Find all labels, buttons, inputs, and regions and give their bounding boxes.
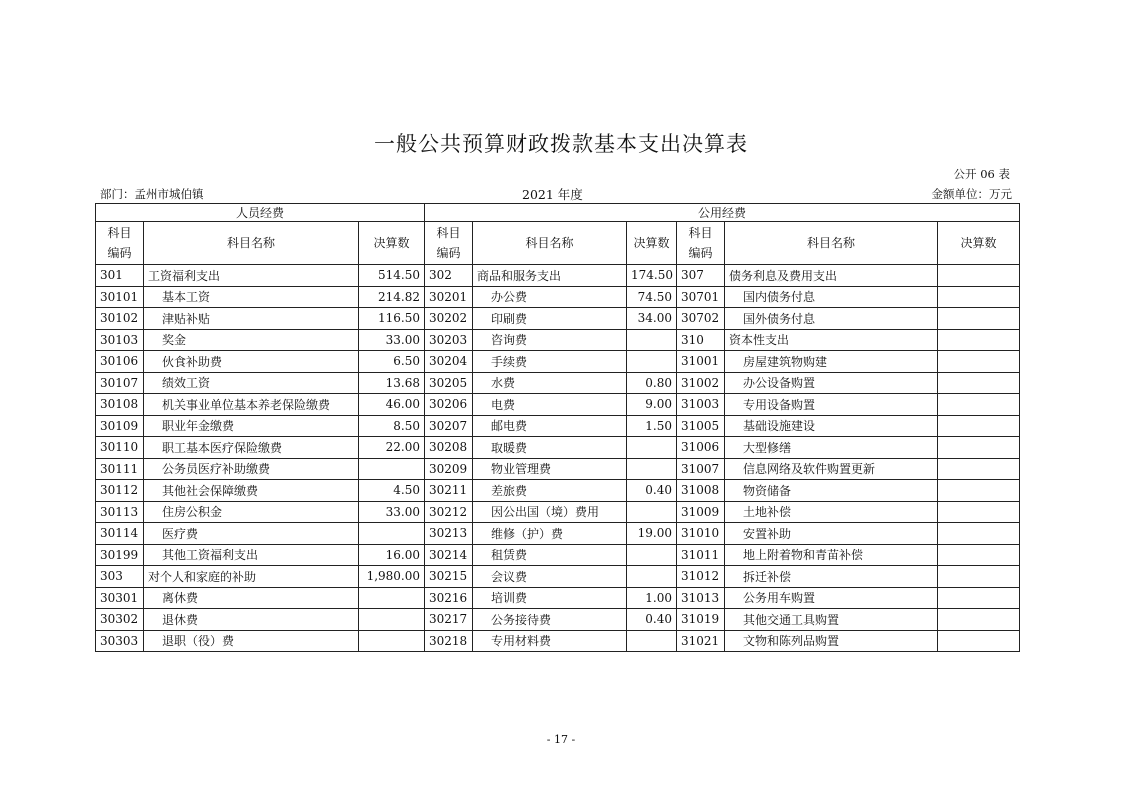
subject-code: 30112 — [96, 480, 144, 502]
page-title: 一般公共预算财政拨款基本支出决算表 — [374, 132, 748, 156]
amount: 174.50 — [627, 265, 677, 287]
header-amount: 决算数 — [627, 222, 677, 265]
subject-name: 公务用车购置 — [725, 587, 938, 609]
subject-name: 国内债务付息 — [725, 286, 938, 308]
amount — [938, 523, 1020, 545]
amount: 16.00 — [359, 544, 425, 566]
amount — [359, 609, 425, 631]
subject-name: 培训费 — [473, 587, 627, 609]
subject-code: 30208 — [425, 437, 473, 459]
amount — [359, 458, 425, 480]
amount — [938, 351, 1020, 373]
subject-name: 职业年金缴费 — [144, 415, 359, 437]
subject-name: 取暖费 — [473, 437, 627, 459]
subject-name: 咨询费 — [473, 329, 627, 351]
amount — [627, 437, 677, 459]
subject-name: 资本性支出 — [725, 329, 938, 351]
subject-code: 30204 — [425, 351, 473, 373]
subject-name: 其他交通工具购置 — [725, 609, 938, 631]
subject-name: 专用设备购置 — [725, 394, 938, 416]
amount: 0.80 — [627, 372, 677, 394]
subject-name: 租赁费 — [473, 544, 627, 566]
table-row — [96, 566, 1020, 588]
subject-code: 307 — [677, 265, 725, 287]
subject-name: 拆迁补偿 — [725, 566, 938, 588]
subject-code: 30302 — [96, 609, 144, 631]
subject-name: 退休费 — [144, 609, 359, 631]
budget-table — [95, 203, 1020, 652]
subject-code: 30110 — [96, 437, 144, 459]
table-id: 公开 06 表 — [953, 167, 1010, 181]
subject-name: 商品和服务支出 — [473, 265, 627, 287]
subject-code: 30114 — [96, 523, 144, 545]
fiscal-year: 2021 年度 — [522, 187, 583, 202]
subject-name: 工资福利支出 — [144, 265, 359, 287]
header-amount: 决算数 — [359, 222, 425, 265]
subject-code: 30109 — [96, 415, 144, 437]
table-row — [96, 501, 1020, 523]
subject-code: 30199 — [96, 544, 144, 566]
subject-name: 公务接待费 — [473, 609, 627, 631]
subject-name: 国外债务付息 — [725, 308, 938, 330]
amount: 74.50 — [627, 286, 677, 308]
amount: 6.50 — [359, 351, 425, 373]
subject-code: 30215 — [425, 566, 473, 588]
table-row — [96, 480, 1020, 502]
subject-name: 会议费 — [473, 566, 627, 588]
subject-code: 30301 — [96, 587, 144, 609]
subject-code: 30202 — [425, 308, 473, 330]
subject-name: 电费 — [473, 394, 627, 416]
subject-name: 物业管理费 — [473, 458, 627, 480]
subject-name: 专用材料费 — [473, 630, 627, 652]
subject-name: 印刷费 — [473, 308, 627, 330]
amount: 9.00 — [627, 394, 677, 416]
amount: 0.40 — [627, 609, 677, 631]
subject-code: 31012 — [677, 566, 725, 588]
amount — [938, 372, 1020, 394]
subject-code: 30201 — [425, 286, 473, 308]
subject-name: 办公费 — [473, 286, 627, 308]
table-row — [96, 587, 1020, 609]
header-name: 科目名称 — [725, 222, 938, 265]
subject-code: 30101 — [96, 286, 144, 308]
subject-name: 信息网络及软件购置更新 — [725, 458, 938, 480]
subject-name: 办公设备购置 — [725, 372, 938, 394]
subject-name: 手续费 — [473, 351, 627, 373]
table-row — [96, 394, 1020, 416]
amount — [938, 480, 1020, 502]
subject-name: 土地补偿 — [725, 501, 938, 523]
table-row — [96, 308, 1020, 330]
amount: 514.50 — [359, 265, 425, 287]
header-name: 科目名称 — [144, 222, 359, 265]
amount — [359, 630, 425, 652]
amount — [938, 415, 1020, 437]
subject-code: 30203 — [425, 329, 473, 351]
subject-code: 31009 — [677, 501, 725, 523]
subject-name: 公务员医疗补助缴费 — [144, 458, 359, 480]
group-public: 公用经费 — [425, 204, 1020, 222]
subject-name: 因公出国（境）费用 — [473, 501, 627, 523]
amount — [938, 458, 1020, 480]
subject-code: 30106 — [96, 351, 144, 373]
group-header-row — [96, 204, 1020, 222]
subject-name: 绩效工资 — [144, 372, 359, 394]
table-row — [96, 458, 1020, 480]
amount: 0.40 — [627, 480, 677, 502]
subject-code: 30216 — [425, 587, 473, 609]
amount — [627, 351, 677, 373]
subject-code: 31013 — [677, 587, 725, 609]
amount — [938, 609, 1020, 631]
group-personnel: 人员经费 — [96, 204, 425, 222]
amount — [938, 286, 1020, 308]
subject-code: 30209 — [425, 458, 473, 480]
subject-name: 房屋建筑物购建 — [725, 351, 938, 373]
subject-name: 奖金 — [144, 329, 359, 351]
subject-code: 30218 — [425, 630, 473, 652]
subject-code: 30111 — [96, 458, 144, 480]
subject-code: 31002 — [677, 372, 725, 394]
amount: 22.00 — [359, 437, 425, 459]
header-code: 科目 编码 — [425, 222, 473, 265]
amount — [359, 587, 425, 609]
amount — [938, 437, 1020, 459]
amount: 1.00 — [627, 587, 677, 609]
subject-name: 物资储备 — [725, 480, 938, 502]
subject-name: 安置补助 — [725, 523, 938, 545]
amount: 19.00 — [627, 523, 677, 545]
subject-code: 31021 — [677, 630, 725, 652]
table-row — [96, 630, 1020, 652]
amount — [627, 566, 677, 588]
table-body — [96, 204, 1020, 652]
subject-code: 31011 — [677, 544, 725, 566]
amount: 33.00 — [359, 501, 425, 523]
amount: 33.00 — [359, 329, 425, 351]
subject-name: 差旅费 — [473, 480, 627, 502]
subject-name: 离休费 — [144, 587, 359, 609]
table-row — [96, 351, 1020, 373]
amount: 13.68 — [359, 372, 425, 394]
header-name: 科目名称 — [473, 222, 627, 265]
subject-name: 文物和陈列品购置 — [725, 630, 938, 652]
table-row — [96, 544, 1020, 566]
table-row — [96, 523, 1020, 545]
subject-code: 30102 — [96, 308, 144, 330]
table-row — [96, 415, 1020, 437]
subject-code: 31010 — [677, 523, 725, 545]
amount: 116.50 — [359, 308, 425, 330]
subject-code: 31019 — [677, 609, 725, 631]
table-row — [96, 437, 1020, 459]
amount-unit: 金额单位：万元 — [931, 187, 1012, 201]
subject-code: 30212 — [425, 501, 473, 523]
subject-name: 退职（役）费 — [144, 630, 359, 652]
amount — [627, 458, 677, 480]
amount: 34.00 — [627, 308, 677, 330]
table-row — [96, 329, 1020, 351]
header-code: 科目 编码 — [96, 222, 144, 265]
subject-code: 30207 — [425, 415, 473, 437]
subject-code: 31008 — [677, 480, 725, 502]
subject-code: 31007 — [677, 458, 725, 480]
subject-code: 310 — [677, 329, 725, 351]
subject-code: 30103 — [96, 329, 144, 351]
amount — [938, 265, 1020, 287]
subject-code: 31003 — [677, 394, 725, 416]
subject-code: 31006 — [677, 437, 725, 459]
subject-name: 维修（护）费 — [473, 523, 627, 545]
subject-name: 住房公积金 — [144, 501, 359, 523]
subject-name: 其他社会保障缴费 — [144, 480, 359, 502]
column-header-row — [96, 222, 1020, 265]
subject-name: 机关事业单位基本养老保险缴费 — [144, 394, 359, 416]
subject-name: 大型修缮 — [725, 437, 938, 459]
subject-name: 其他工资福利支出 — [144, 544, 359, 566]
amount: 214.82 — [359, 286, 425, 308]
amount — [938, 329, 1020, 351]
subject-code: 31001 — [677, 351, 725, 373]
subject-code: 30113 — [96, 501, 144, 523]
amount: 1,980.00 — [359, 566, 425, 588]
subject-name: 地上附着物和青苗补偿 — [725, 544, 938, 566]
amount: 1.50 — [627, 415, 677, 437]
header-code: 科目 编码 — [677, 222, 725, 265]
subject-name: 伙食补助费 — [144, 351, 359, 373]
amount: 4.50 — [359, 480, 425, 502]
table-row — [96, 265, 1020, 287]
amount — [938, 308, 1020, 330]
subject-code: 30107 — [96, 372, 144, 394]
subject-code: 30217 — [425, 609, 473, 631]
subject-code: 30214 — [425, 544, 473, 566]
amount — [938, 587, 1020, 609]
table-row — [96, 286, 1020, 308]
amount — [627, 329, 677, 351]
department-label: 部门：孟州市城伯镇 — [100, 187, 204, 201]
amount: 8.50 — [359, 415, 425, 437]
subject-name: 邮电费 — [473, 415, 627, 437]
table-row — [96, 372, 1020, 394]
amount — [627, 630, 677, 652]
amount — [938, 630, 1020, 652]
subject-code: 30213 — [425, 523, 473, 545]
subject-code: 30211 — [425, 480, 473, 502]
subject-name: 津贴补贴 — [144, 308, 359, 330]
subject-code: 301 — [96, 265, 144, 287]
subject-name: 水费 — [473, 372, 627, 394]
subject-code: 30205 — [425, 372, 473, 394]
subject-name: 基础设施建设 — [725, 415, 938, 437]
amount — [627, 501, 677, 523]
subject-code: 30303 — [96, 630, 144, 652]
subject-code: 303 — [96, 566, 144, 588]
subject-code: 302 — [425, 265, 473, 287]
amount — [938, 394, 1020, 416]
amount — [938, 566, 1020, 588]
subject-code: 30206 — [425, 394, 473, 416]
subject-name: 基本工资 — [144, 286, 359, 308]
amount — [938, 501, 1020, 523]
subject-name: 债务利息及费用支出 — [725, 265, 938, 287]
subject-code: 30701 — [677, 286, 725, 308]
header-amount: 决算数 — [938, 222, 1020, 265]
amount — [627, 544, 677, 566]
amount — [938, 544, 1020, 566]
subject-name: 对个人和家庭的补助 — [144, 566, 359, 588]
table-row — [96, 609, 1020, 631]
subject-name: 职工基本医疗保险缴费 — [144, 437, 359, 459]
subject-code: 30702 — [677, 308, 725, 330]
amount — [359, 523, 425, 545]
page-number: - 17 - — [546, 733, 576, 746]
subject-code: 30108 — [96, 394, 144, 416]
subject-code: 31005 — [677, 415, 725, 437]
amount: 46.00 — [359, 394, 425, 416]
subject-name: 医疗费 — [144, 523, 359, 545]
